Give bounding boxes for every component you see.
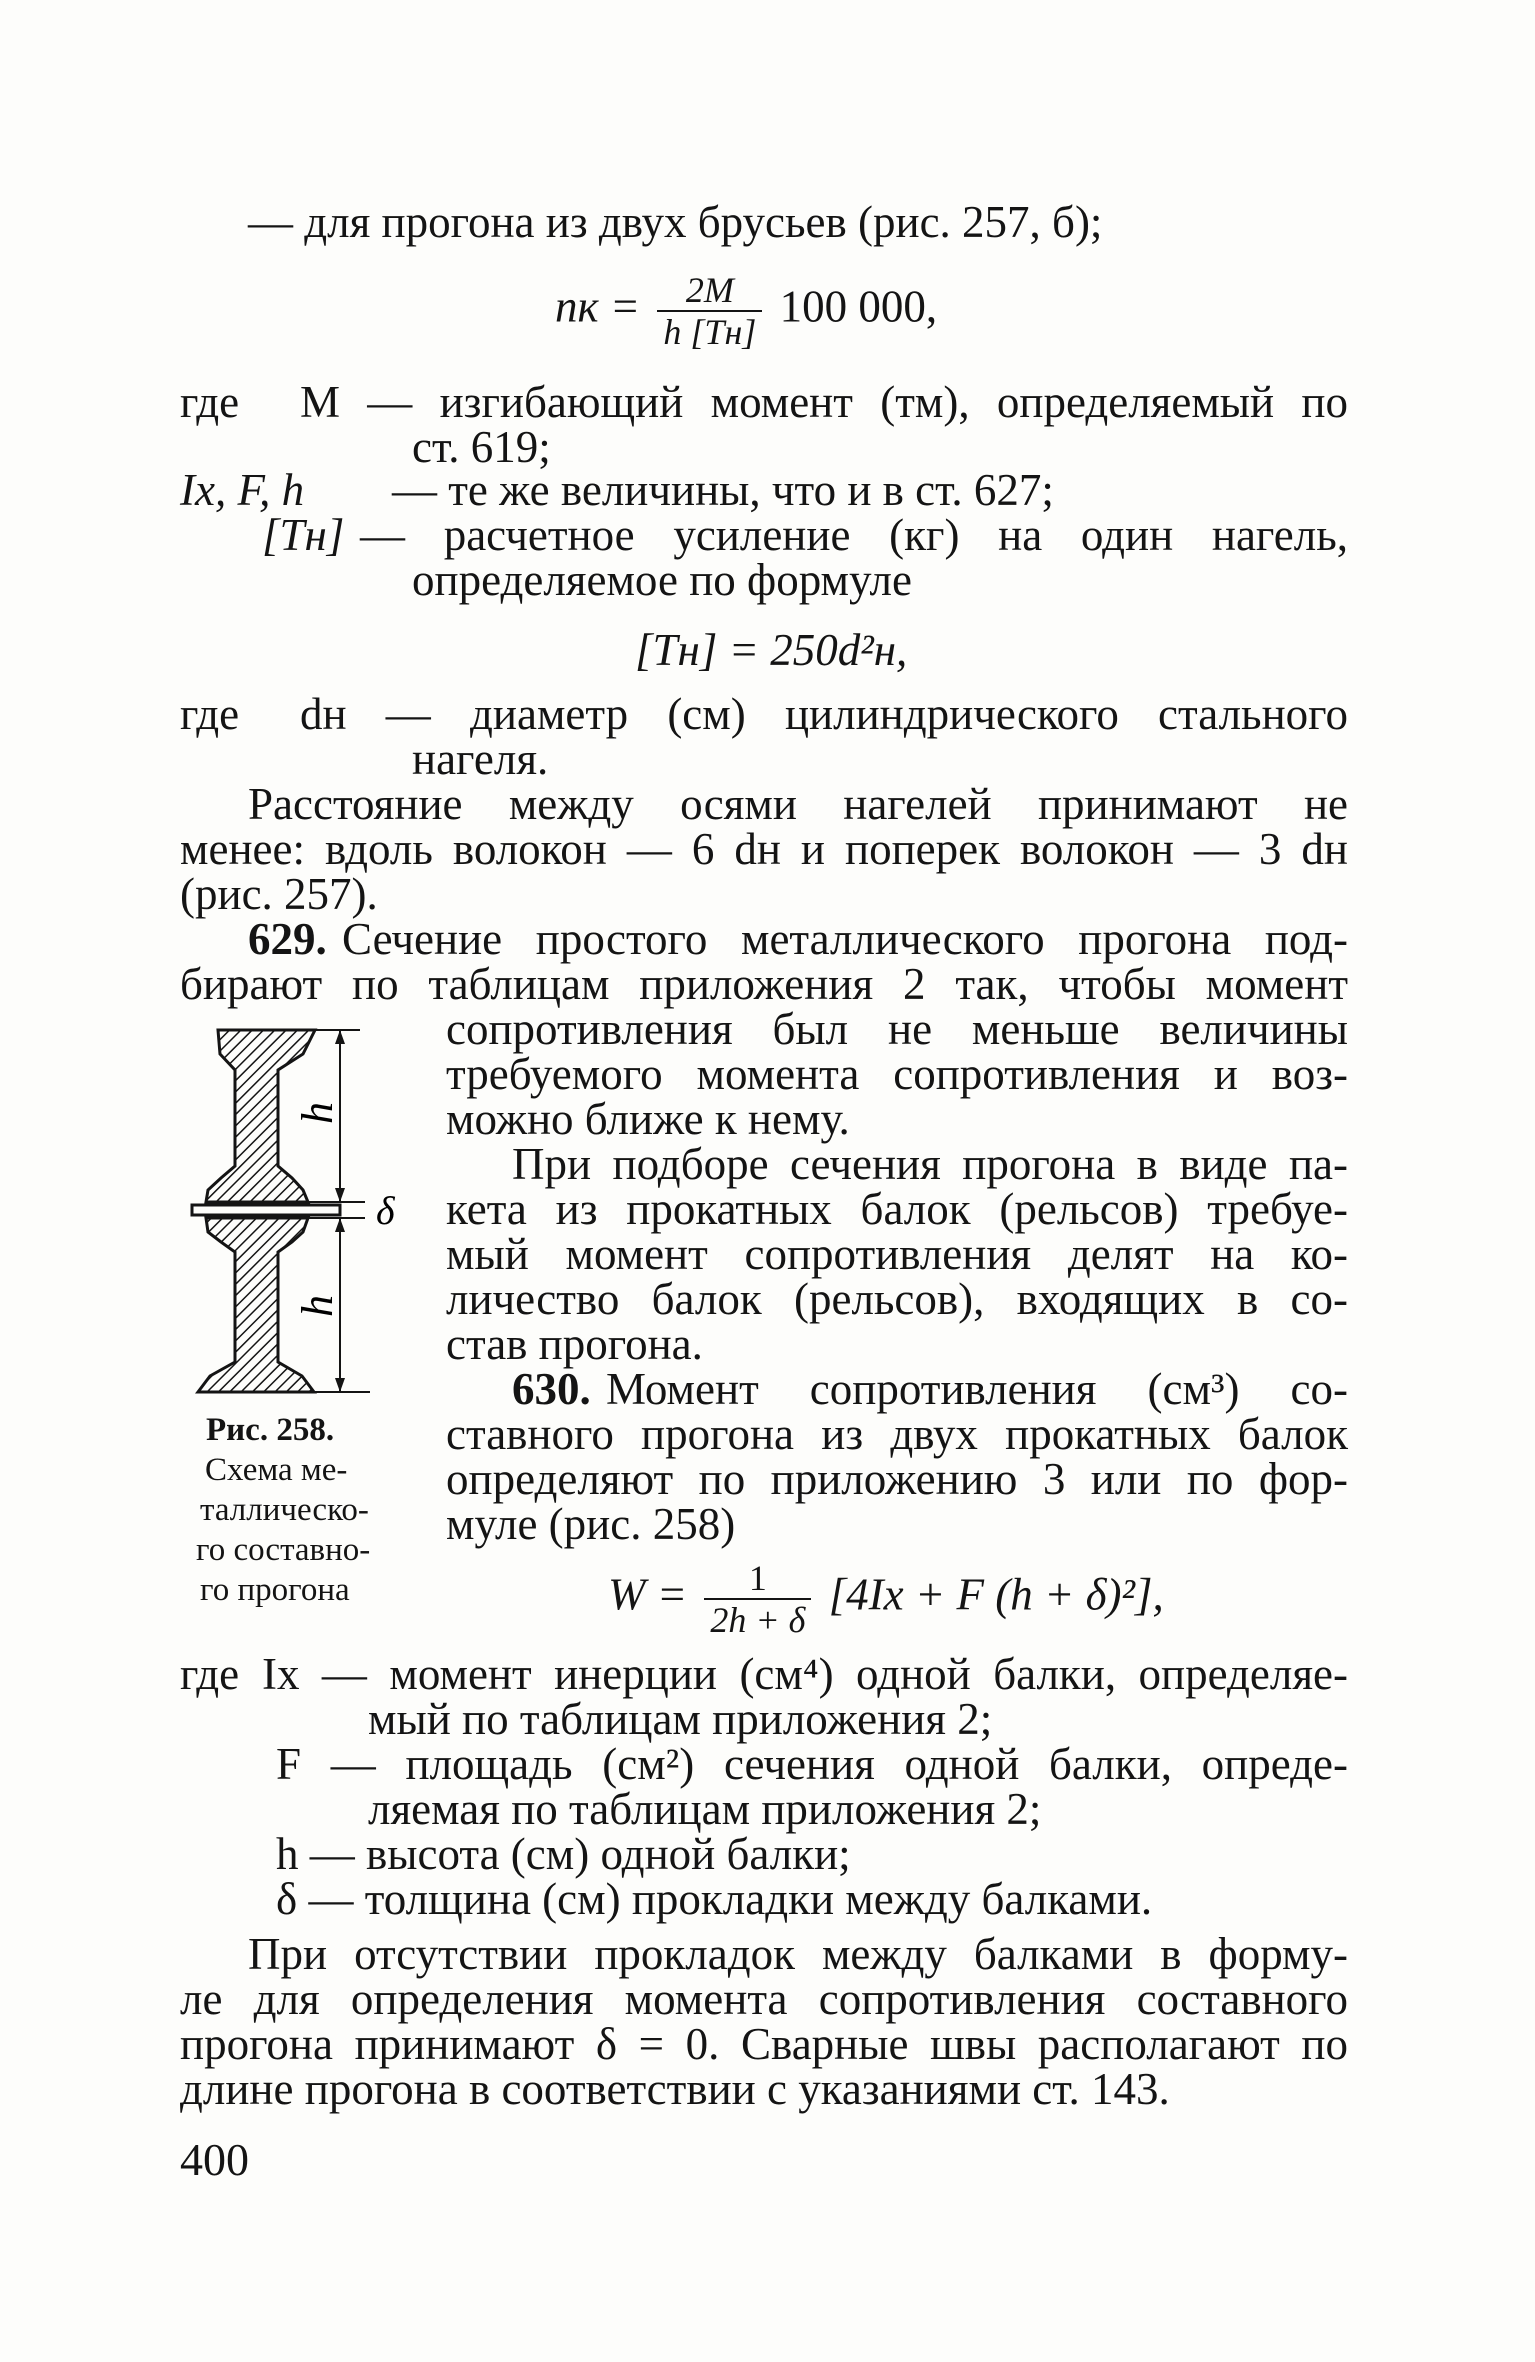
section-630-line3: определяют по приложению 3 или по фор- (446, 1454, 1348, 1504)
def-ixfh: — те же величины, что и в ст. 627; (392, 465, 1054, 515)
formula-nk (555, 270, 937, 352)
formula-w-denominator: 2h + δ (710, 1600, 806, 1640)
formula-w-lhs: W = (608, 1569, 688, 1620)
para-welds-3: прогона принимают δ = 0. Сварные швы располагают по (180, 2019, 1348, 2069)
para-distance-3: (рис. 257). (180, 869, 378, 919)
page-number: 400 (180, 2134, 249, 2185)
para-welds-1: При отсутствии прокладок между балками в форму- (248, 1929, 1348, 1979)
def-dn: dн — диаметр (см) цилиндрического стального (300, 689, 1348, 739)
def-delta: δ — толщина (см) прокладки между балками. (276, 1874, 1153, 1924)
where-label-2: где (180, 689, 240, 739)
section-630-line2: ставного прогона из двух прокатных балок (446, 1409, 1348, 1459)
figure-caption-3: го составно- (196, 1532, 371, 1568)
label-h-bottom: h (293, 1295, 342, 1317)
section-629-number: 629. (248, 914, 327, 964)
formula-tn: [Tн] = 250d²н, (635, 625, 908, 675)
def-h: h — высота (см) одной балки; (276, 1829, 851, 1879)
figure-caption-2: таллическо- (200, 1492, 369, 1528)
figure-caption-1: Схема ме- (205, 1452, 348, 1488)
formula-nk-fraction (657, 270, 762, 352)
figure-258-drawing (190, 1012, 430, 1407)
para-welds-4: длине прогона в соответствии с указаниями ст. 143. (180, 2064, 1170, 2114)
section-630-number: 630. (512, 1364, 591, 1414)
def-f: F — площадь (см²) сечения одной балки, опреде- (276, 1739, 1348, 1789)
label-delta: δ (376, 1188, 395, 1233)
para-package-1: При подборе сечения прогона в виде па- (512, 1139, 1348, 1189)
formula-nk-rhs: 100 000, (779, 281, 938, 332)
formula-w-fraction (704, 1558, 811, 1640)
def-tn-cont: определяемое по формуле (412, 555, 912, 605)
para-distance-2: менее: вдоль волокон — 6 dн и поперек волокон — 3 dн (180, 824, 1348, 874)
spacer-plate (192, 1205, 340, 1215)
para-package-3: мый момент сопротивления делят на ко- (446, 1229, 1348, 1279)
para-package-5: став прогона. (446, 1319, 703, 1369)
label-h-top: h (293, 1102, 342, 1124)
para-distance-1: Расстояние между осями нагелей принимают не (248, 779, 1348, 829)
section-629-line1: Сечение простого металлического прогона под- (342, 914, 1348, 964)
def-f-cont: ляемая по таблицам приложения 2; (368, 1784, 1042, 1834)
formula-w-numerator: 1 (704, 1558, 811, 1600)
def-m-cont: ст. 619; (412, 422, 551, 472)
section-629-line4: требуемого момента сопротивления и воз- (446, 1049, 1348, 1099)
def-tn: — расчетное усиление (кг) на один нагель, (360, 510, 1348, 560)
para-package-4: личество балок (рельсов), входящих в со- (446, 1274, 1348, 1324)
formula-nk-numerator: 2M (657, 270, 762, 312)
formula-w (608, 1558, 1164, 1640)
section-630-line1: Момент сопротивления (см³) со- (606, 1364, 1348, 1414)
section-629-line3: сопротивления был не меньше величины (446, 1004, 1348, 1054)
where-label-3: где (180, 1649, 240, 1699)
where-label: где (180, 377, 240, 427)
figure-caption-4: го прогона (200, 1572, 350, 1608)
para-welds-2: ле для определения момента сопротивления составного (180, 1974, 1348, 2024)
def-m: M — изгибающий момент (тм), определяемый по (300, 377, 1348, 427)
def-tn-symbol: [Tн] (262, 510, 345, 560)
def-ixfh-symbols: Ix, F, h (180, 465, 305, 515)
intro-line: — для прогона из двух брусьев (рис. 257, б); (248, 197, 1103, 247)
para-package-2: кета из прокатных балок (рельсов) требуе- (446, 1184, 1348, 1234)
def-ix: Ix — момент инерции (см⁴) одной балки, определяе- (262, 1649, 1348, 1699)
section-629-line5: можно ближе к нему. (446, 1094, 850, 1144)
section-630-line4: муле (рис. 258) (446, 1499, 736, 1549)
section-629-line2: бирают по таблицам приложения 2 так, чтобы момент (180, 959, 1348, 1009)
formula-nk-lhs: nк = (555, 281, 641, 332)
def-ix-cont: мый по таблицам приложения 2; (368, 1694, 993, 1744)
def-dn-cont: нагеля. (412, 734, 549, 784)
formula-nk-denominator: h [Tн] (663, 312, 757, 352)
figure-title: Рис. 258. (206, 1412, 335, 1448)
formula-w-rhs: [4Ix + F (h + δ)²], (828, 1569, 1164, 1620)
